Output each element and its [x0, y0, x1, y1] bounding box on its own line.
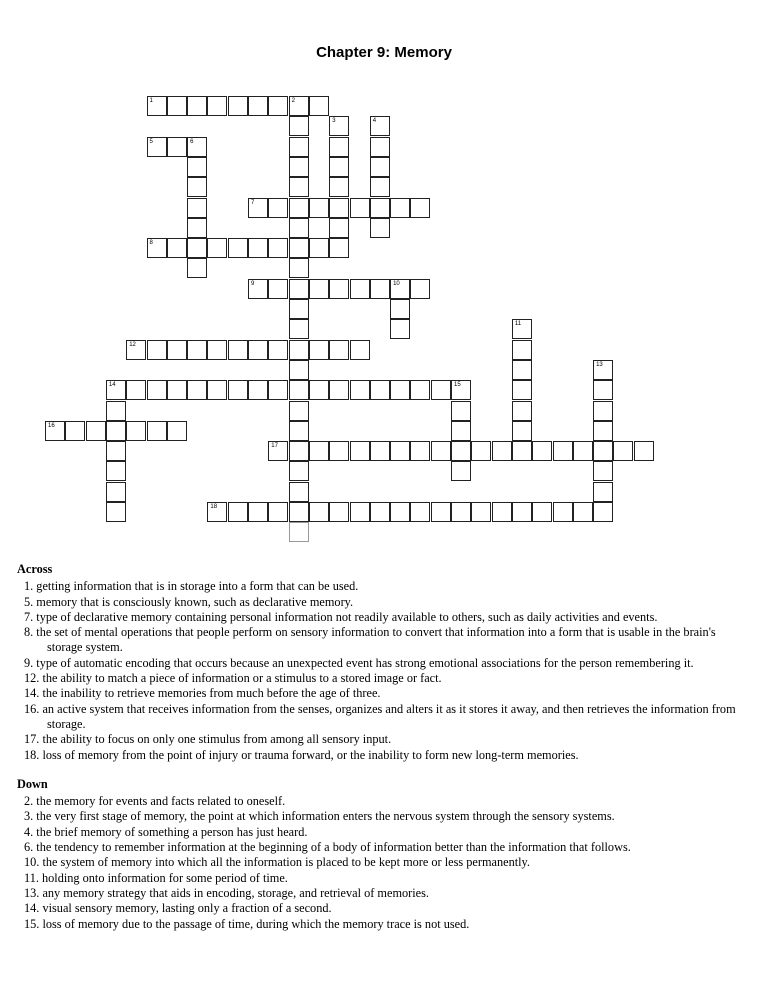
grid-cell[interactable] — [370, 177, 390, 197]
grid-cell[interactable] — [289, 218, 309, 238]
across-clue-list — [17, 579, 747, 763]
clue-number: 2 — [291, 98, 295, 104]
grid-cell[interactable] — [431, 502, 451, 522]
grid-cell[interactable] — [187, 258, 207, 278]
grid-cell[interactable] — [390, 502, 410, 522]
grid-cell[interactable] — [228, 238, 248, 258]
clue-number: 9 — [251, 280, 255, 287]
grid-cell[interactable] — [289, 96, 309, 116]
grid-cell[interactable] — [451, 421, 471, 441]
grid-cell[interactable] — [593, 421, 613, 441]
across-clue: 17. the ability to focus on only one stimulus from among all sensory input. — [24, 732, 392, 747]
grid-cell[interactable] — [309, 441, 329, 461]
grid-cell[interactable] — [512, 360, 532, 380]
grid-cell[interactable] — [167, 421, 187, 441]
grid-cell[interactable] — [167, 137, 187, 157]
grid-cell[interactable] — [390, 319, 410, 339]
grid-cell[interactable] — [370, 441, 390, 461]
grid-cell[interactable] — [289, 421, 309, 441]
grid-cell[interactable] — [187, 137, 207, 157]
clue-number: 4 — [372, 118, 377, 125]
grid-cell[interactable] — [451, 441, 471, 461]
grid-cell[interactable] — [147, 96, 167, 116]
grid-cell[interactable] — [65, 421, 85, 441]
grid-cell[interactable] — [289, 319, 309, 339]
clue-number: 7 — [251, 199, 255, 206]
grid-cell[interactable] — [289, 401, 309, 421]
page-title: Chapter 9: Memory — [316, 44, 452, 61]
grid-cell[interactable] — [248, 380, 268, 400]
grid-cell[interactable] — [289, 258, 309, 278]
across-clue: 9. type of automatic encoding that occurs because an unexpected event has strong emotional associations for the person remembering it. — [24, 655, 694, 670]
grid-cell[interactable] — [248, 96, 268, 116]
grid-cell[interactable] — [451, 380, 471, 400]
grid-cell[interactable] — [147, 238, 167, 258]
grid-cell[interactable] — [289, 502, 309, 522]
grid-cell[interactable] — [329, 380, 349, 400]
grid-cell[interactable] — [147, 380, 167, 400]
grid-cell[interactable] — [126, 421, 146, 441]
grid-cell[interactable] — [106, 441, 126, 461]
clue-number: 17 — [271, 443, 278, 450]
across-clue: 5. memory that is consciously known, such as declarative memory. — [24, 594, 354, 609]
grid-cell[interactable] — [593, 441, 613, 461]
grid-cell[interactable] — [593, 380, 613, 400]
grid-cell[interactable] — [147, 421, 167, 441]
grid-cell[interactable] — [268, 502, 288, 522]
grid-cell[interactable] — [350, 279, 370, 299]
grid-cell[interactable] — [370, 380, 390, 400]
grid-cell[interactable] — [370, 218, 390, 238]
grid-cell[interactable] — [471, 441, 491, 461]
across-clue: 7. type of declarative memory containing personal information not readily available to others, such as daily activities and events. — [24, 609, 658, 624]
grid-cell[interactable] — [512, 340, 532, 360]
grid-cell[interactable] — [593, 482, 613, 502]
grid-cell[interactable] — [187, 218, 207, 238]
down-heading: Down — [17, 776, 48, 791]
grid-cell[interactable] — [248, 340, 268, 360]
grid-cell[interactable] — [512, 421, 532, 441]
grid-cell[interactable] — [248, 238, 268, 258]
grid-cell[interactable] — [268, 441, 288, 461]
clue-number: 8 — [149, 240, 153, 247]
grid-cell[interactable] — [228, 502, 248, 522]
grid-cell[interactable] — [106, 380, 126, 400]
grid-cell[interactable] — [289, 157, 309, 177]
clue-number: 5 — [149, 138, 153, 145]
grid-cell[interactable] — [228, 380, 248, 400]
grid-cell[interactable] — [268, 96, 288, 116]
grid-cell[interactable] — [309, 380, 329, 400]
grid-cell[interactable] — [370, 502, 390, 522]
grid-cell[interactable] — [289, 482, 309, 502]
grid-cell[interactable] — [410, 279, 430, 299]
grid-cell[interactable] — [289, 279, 309, 299]
clue-number: 14 — [108, 382, 116, 389]
grid-cell[interactable] — [147, 340, 167, 360]
across-heading: Across — [17, 562, 53, 576]
clue-number: 12 — [129, 341, 136, 348]
grid-cell[interactable] — [106, 461, 126, 481]
grid-cell[interactable] — [532, 502, 552, 522]
grid-cell[interactable] — [410, 380, 430, 400]
clue-number: 16 — [48, 422, 55, 429]
grid-cell[interactable] — [390, 380, 410, 400]
clue-number: 15 — [454, 382, 461, 389]
across-clue: 14. the inability to retrieve memories from much before the age of three. — [24, 686, 381, 701]
grid-cell[interactable] — [106, 502, 126, 522]
clue-number: 10 — [393, 280, 400, 287]
clue-number: 18 — [210, 504, 218, 510]
grid-cell[interactable] — [187, 340, 207, 360]
grid-cell[interactable] — [512, 319, 532, 339]
across-clue: 18. loss of memory from the point of injury or trauma forward, or the inability to form new long-term memories. — [24, 747, 579, 762]
grid-cell[interactable] — [613, 441, 633, 461]
grid-cell[interactable] — [207, 96, 227, 116]
grid-cell[interactable] — [268, 238, 288, 258]
grid-cell[interactable] — [187, 96, 207, 116]
grid-cell[interactable] — [390, 299, 410, 319]
clue-number: 1 — [149, 98, 153, 104]
grid-cell[interactable] — [289, 380, 309, 400]
grid-cell[interactable] — [207, 340, 227, 360]
grid-cell[interactable] — [106, 401, 126, 421]
clue-number: 3 — [332, 118, 336, 125]
down-clue: 13. any memory strategy that aids in encoding, storage, and retrieval of memories. — [24, 885, 429, 900]
grid-cell[interactable] — [147, 137, 167, 157]
grid-cell[interactable] — [329, 157, 349, 177]
grid-cell[interactable] — [309, 340, 329, 360]
grid-cell[interactable] — [167, 340, 187, 360]
across-clue: 8. the set of mental operations that people perform on sensory information to convert that information into a form that is usable in the brain's storage system. — [24, 625, 716, 655]
grid-cell[interactable] — [390, 198, 410, 218]
grid-cell[interactable] — [634, 441, 654, 461]
across-clue: 1. getting information that is in storage into a form that can be used. — [24, 579, 359, 594]
down-clue: 14. visual sensory memory, lasting only a fraction of a second. — [24, 901, 332, 916]
grid-cell[interactable] — [289, 522, 309, 542]
clue-number: 13 — [596, 361, 603, 368]
grid-cell[interactable] — [431, 380, 451, 400]
clue-number: 11 — [514, 321, 522, 328]
grid-cell[interactable] — [370, 137, 390, 157]
down-clue-list — [17, 794, 747, 932]
grid-cell[interactable] — [350, 198, 370, 218]
grid-cell[interactable] — [512, 380, 532, 400]
grid-cell[interactable] — [492, 502, 512, 522]
grid-cell[interactable] — [350, 441, 370, 461]
down-clue: 15. loss of memory due to the passage of time, during which the memory trace is not used. — [24, 916, 470, 931]
grid-cell[interactable] — [289, 340, 309, 360]
grid-cell[interactable] — [167, 238, 187, 258]
grid-cell[interactable] — [228, 96, 248, 116]
grid-cell[interactable] — [512, 401, 532, 421]
grid-cell[interactable] — [309, 279, 329, 299]
grid-cell[interactable] — [106, 482, 126, 502]
grid-cell[interactable] — [126, 380, 146, 400]
across-clue: 12. the ability to match a piece of information or a stimulus to a stored image or fact. — [24, 671, 442, 686]
grid-cell[interactable] — [268, 380, 288, 400]
grid-cell[interactable] — [329, 238, 349, 258]
grid-cell[interactable] — [350, 380, 370, 400]
grid-cell[interactable] — [593, 461, 613, 481]
grid-cell[interactable] — [350, 502, 370, 522]
grid-cell[interactable] — [329, 137, 349, 157]
grid-cell[interactable] — [370, 157, 390, 177]
grid-cell[interactable] — [268, 279, 288, 299]
grid-cell[interactable] — [187, 157, 207, 177]
down-clue: 3. the very first stage of memory, the point at which information enters the nervous system through the sensory systems. — [24, 809, 615, 824]
grid-cell[interactable] — [289, 238, 309, 258]
grid-cell[interactable] — [309, 502, 329, 522]
across-clue: 16. an active system that receives information from the senses, organizes and alters it as it stores it away, and then retrieves the information from storage. — [24, 701, 736, 731]
grid-cell[interactable] — [451, 461, 471, 481]
clues-section — [17, 562, 747, 946]
grid-cell[interactable] — [329, 502, 349, 522]
grid-cell[interactable] — [268, 198, 288, 218]
grid-cell[interactable] — [187, 238, 207, 258]
grid-cell[interactable] — [167, 96, 187, 116]
grid-cell[interactable] — [329, 198, 349, 218]
grid-cell[interactable] — [410, 198, 430, 218]
grid-cell[interactable] — [187, 198, 207, 218]
grid-cell[interactable] — [248, 198, 268, 218]
grid-cell[interactable] — [86, 421, 106, 441]
grid-cell[interactable] — [431, 441, 451, 461]
grid-cell[interactable] — [207, 238, 227, 258]
grid-cell[interactable] — [45, 421, 65, 441]
grid-cell[interactable] — [471, 502, 491, 522]
grid-cell[interactable] — [289, 198, 309, 218]
grid-cell[interactable] — [512, 502, 532, 522]
grid-cell[interactable] — [350, 340, 370, 360]
grid-cell[interactable] — [370, 279, 390, 299]
grid-cell[interactable] — [309, 198, 329, 218]
grid-cell[interactable] — [329, 340, 349, 360]
down-clue: 2. the memory for events and facts related to oneself. — [24, 794, 286, 809]
grid-cell[interactable] — [289, 360, 309, 380]
down-clue: 10. the system of memory into which all the information is placed to be kept more or less permanently. — [24, 855, 530, 870]
grid-cell[interactable] — [289, 461, 309, 481]
grid-cell[interactable] — [532, 441, 552, 461]
grid-cell[interactable] — [451, 502, 471, 522]
grid-cell[interactable] — [207, 380, 227, 400]
grid-cell[interactable] — [187, 380, 207, 400]
grid-cell[interactable] — [329, 177, 349, 197]
grid-cell[interactable] — [106, 421, 126, 441]
grid-cell[interactable] — [268, 340, 288, 360]
grid-cell[interactable] — [553, 441, 573, 461]
clue-number: 6 — [190, 138, 194, 145]
grid-cell[interactable] — [451, 401, 471, 421]
grid-cell[interactable] — [593, 360, 613, 380]
grid-cell[interactable] — [289, 116, 309, 136]
grid-cell[interactable] — [329, 441, 349, 461]
down-clue: 11. holding onto information for some period of time. — [24, 870, 288, 885]
grid-cell[interactable] — [309, 238, 329, 258]
down-clue: 4. the brief memory of something a person has just heard. — [24, 824, 308, 839]
grid-cell[interactable] — [329, 279, 349, 299]
grid-cell[interactable] — [573, 441, 593, 461]
grid-cell[interactable] — [573, 502, 593, 522]
grid-cell[interactable] — [289, 299, 309, 319]
grid-cell[interactable] — [289, 441, 309, 461]
grid-cell[interactable] — [228, 340, 248, 360]
grid-cell[interactable] — [329, 218, 349, 238]
grid-cell[interactable] — [410, 502, 430, 522]
grid-cell[interactable] — [553, 502, 573, 522]
grid-cell[interactable] — [289, 137, 309, 157]
grid-cell[interactable] — [248, 279, 268, 299]
grid-cell[interactable] — [593, 401, 613, 421]
grid-cell[interactable] — [492, 441, 512, 461]
grid-cell[interactable] — [370, 198, 390, 218]
grid-cell[interactable] — [390, 441, 410, 461]
grid-cell[interactable] — [187, 177, 207, 197]
grid-cell[interactable] — [126, 340, 146, 360]
grid-cell[interactable] — [167, 380, 187, 400]
down-clue: 6. the tendency to remember information at the beginning of a body of information better than the information that follows. — [24, 840, 631, 855]
grid-cell[interactable] — [309, 96, 329, 116]
grid-cell[interactable] — [390, 279, 410, 299]
grid-cell[interactable] — [370, 116, 390, 136]
grid-cell[interactable] — [289, 177, 309, 197]
grid-cell[interactable] — [207, 502, 227, 522]
grid-cell[interactable] — [512, 441, 532, 461]
grid-cell[interactable] — [410, 441, 430, 461]
grid-cell[interactable] — [329, 116, 349, 136]
grid-cell[interactable] — [248, 502, 268, 522]
grid-cell[interactable] — [593, 502, 613, 522]
